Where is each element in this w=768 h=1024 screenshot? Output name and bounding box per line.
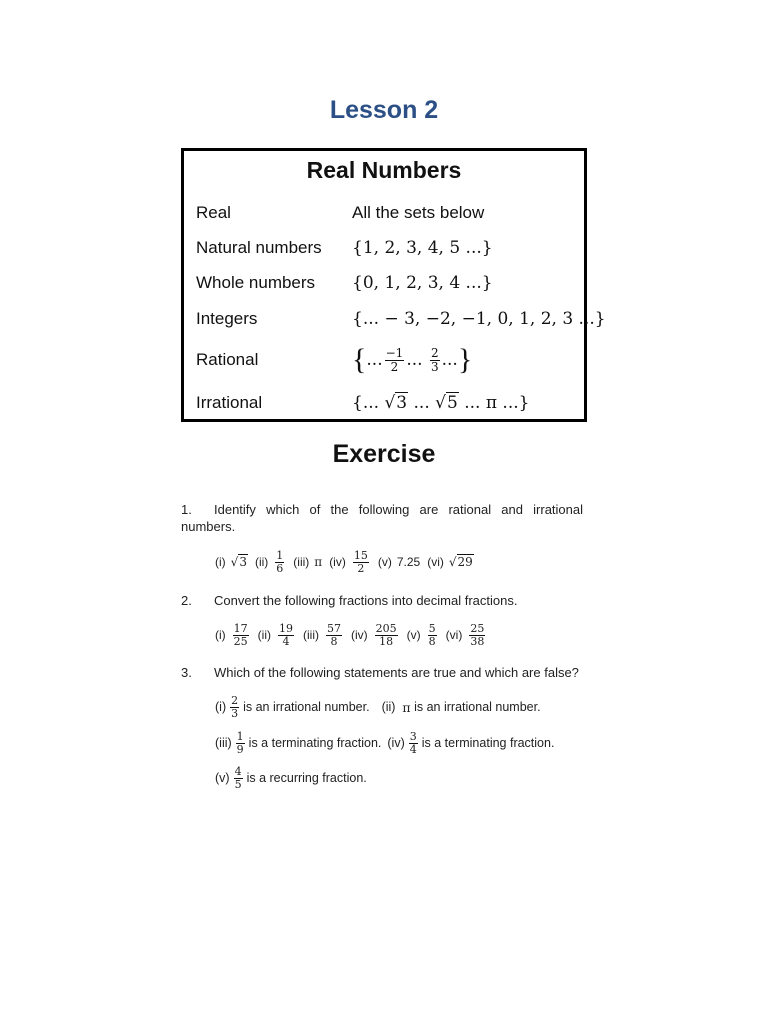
fraction-numerator: 15: [353, 548, 368, 562]
question-text: Convert the following fractions into decimal fractions.: [214, 593, 518, 608]
list-item: [378, 555, 420, 569]
fraction: [278, 623, 294, 648]
fraction-denominator: 6: [276, 561, 284, 575]
list-item: [329, 550, 371, 575]
item-label: (v): [377, 555, 392, 569]
set-text: ...: [406, 350, 423, 370]
square-root: √29: [448, 555, 473, 569]
item-label: (iv): [351, 628, 368, 642]
item-label: (ii): [254, 555, 269, 569]
item-label: (iii): [293, 555, 310, 569]
fraction-numerator: 2: [430, 346, 439, 360]
statement-row: [215, 763, 367, 793]
set-contents: 1, 2, 3, 4, 5 ...: [362, 238, 482, 258]
fraction-denominator: 25: [233, 634, 248, 648]
set-text: ...: [362, 393, 380, 413]
row-label: Rational: [196, 350, 259, 369]
statement-text: is an irrational number.: [414, 700, 541, 714]
question-number: 2.: [181, 593, 192, 608]
item-label: (v): [406, 628, 421, 642]
fraction-numerator: 2: [231, 693, 239, 707]
fraction-numerator: 5: [428, 621, 436, 635]
table-row: [184, 198, 584, 228]
item-label: (vi): [445, 628, 463, 642]
fraction-numerator: 17: [233, 621, 248, 635]
fraction-denominator: 8: [330, 634, 338, 648]
statement-row: [215, 728, 554, 758]
fraction-denominator: 4: [282, 634, 290, 648]
fraction: [233, 623, 249, 648]
set-contents: ... − 3, −2, −1, 0, 1, 2, 3 ...: [362, 309, 595, 329]
lesson-title: Lesson 2: [329, 96, 439, 124]
row-set: All the sets below: [352, 203, 485, 222]
fraction: [430, 347, 440, 374]
list-item: [215, 623, 251, 648]
fraction-denominator: 5: [234, 777, 242, 791]
statement-text: is a recurring fraction.: [246, 771, 367, 785]
set-text: ...: [441, 350, 458, 370]
row-set: {... √3 ... √5 ... π ...}: [352, 393, 530, 413]
question-2-text: [181, 592, 583, 609]
fraction: [409, 731, 418, 756]
item-value: π: [314, 555, 323, 569]
fraction-numerator: 3: [409, 729, 417, 743]
real-numbers-table: [181, 148, 606, 422]
item-label: (i): [215, 628, 226, 642]
question-text: Which of the following statements are true and which are false?: [214, 665, 579, 680]
list-item: [303, 623, 344, 648]
question-1-text-cont: numbers.: [181, 519, 236, 534]
item-label: (ii): [257, 628, 271, 642]
fraction: [236, 731, 245, 756]
radicand: 29: [457, 555, 473, 569]
item-label: (ii): [381, 700, 396, 714]
set-text: ...: [413, 393, 430, 413]
fraction-numerator: 25: [470, 621, 485, 635]
row-set: {0, 1, 2, 3, 4 ...}: [352, 273, 493, 293]
fraction: [230, 695, 239, 720]
list-item: [446, 623, 488, 648]
item-label: (i): [215, 555, 226, 569]
square-root: √5: [435, 393, 458, 413]
table-row: [184, 233, 584, 263]
item-label: (v): [215, 771, 230, 785]
fraction: [375, 623, 398, 648]
fraction-numerator: 1: [236, 729, 244, 743]
statement-text: is a terminating fraction.: [248, 736, 382, 750]
set-text: ...: [366, 350, 383, 370]
question-1-items: [215, 547, 481, 577]
row-label: Real: [196, 203, 231, 222]
radicand: 5: [447, 393, 458, 413]
row-label: Whole numbers: [196, 273, 316, 292]
item-value: 7.25: [396, 555, 421, 569]
fraction: [385, 347, 405, 374]
question-2-items: [215, 620, 494, 650]
fraction: [353, 550, 369, 575]
list-item: [351, 623, 400, 648]
row-set: {1, 2, 3, 4, 5 ...}: [352, 238, 493, 258]
fraction-numerator: 4: [234, 764, 242, 778]
fraction-denominator: 2: [357, 561, 365, 575]
fraction-numerator: 57: [327, 621, 341, 635]
fraction-numerator: 1: [276, 548, 284, 562]
row-label: Integers: [196, 309, 258, 328]
set-contents: 0, 1, 2, 3, 4 ...: [362, 273, 482, 293]
fraction: [428, 623, 437, 648]
fraction-denominator: 9: [236, 742, 244, 756]
radicand: 3: [239, 555, 247, 569]
fraction-denominator: 8: [428, 634, 436, 648]
list-item: [215, 555, 248, 569]
fraction-numerator: 19: [279, 621, 293, 635]
fraction: [326, 623, 342, 648]
fraction-denominator: 3: [231, 706, 239, 720]
square-root: √3: [230, 555, 247, 569]
list-item: [255, 550, 286, 575]
statement-text: is a terminating fraction.: [421, 736, 555, 750]
item-label: (iv): [387, 736, 405, 750]
real-numbers-title: Real Numbers: [306, 157, 462, 183]
fraction: [234, 766, 243, 791]
square-root: √3: [384, 393, 408, 413]
fraction-numerator: −1: [385, 346, 404, 360]
question-1-text: [181, 501, 583, 518]
fraction-denominator: 18: [379, 634, 394, 648]
list-item: [427, 555, 474, 569]
row-set: {... $\frac{-1}{2}$ ... $\frac{2}{3}$ ...}: [352, 343, 473, 376]
question-number: 3.: [181, 665, 192, 680]
fraction-denominator: 38: [470, 634, 485, 648]
table-row: [184, 268, 584, 298]
item-label: (vi): [427, 555, 444, 569]
question-text: Identify which of the following are rational and irrational: [214, 502, 583, 517]
statement-text: is an irrational number.: [243, 700, 370, 714]
fraction-denominator: 3: [430, 360, 439, 374]
list-item: [258, 623, 296, 648]
fraction-numerator: 205: [375, 621, 397, 635]
row-set: {... − 3, −2, −1, 0, 1, 2, 3 ...}: [352, 309, 606, 329]
item-label: (iv): [329, 555, 346, 569]
set-text: ... π ...: [464, 393, 519, 413]
item-label: (iii): [215, 736, 232, 750]
row-label: Irrational: [196, 393, 263, 412]
fraction-denominator: 4: [409, 742, 417, 756]
list-item: [407, 623, 439, 648]
pi-symbol: π: [402, 699, 411, 715]
item-label: (iii): [303, 628, 319, 642]
fraction-denominator: 2: [390, 360, 399, 374]
exercise-title: Exercise: [332, 440, 436, 468]
table-row: [184, 304, 606, 334]
table-row: [184, 388, 584, 418]
statement-row: [215, 692, 541, 722]
radicand: 3: [396, 393, 408, 413]
item-label: (i): [215, 700, 227, 714]
fraction: [469, 623, 485, 648]
fraction: [275, 550, 284, 575]
question-3-text: [181, 664, 583, 681]
question-number: 1.: [181, 502, 192, 517]
table-row: [184, 343, 584, 377]
list-item: [293, 555, 322, 569]
row-label: Natural numbers: [196, 238, 322, 257]
